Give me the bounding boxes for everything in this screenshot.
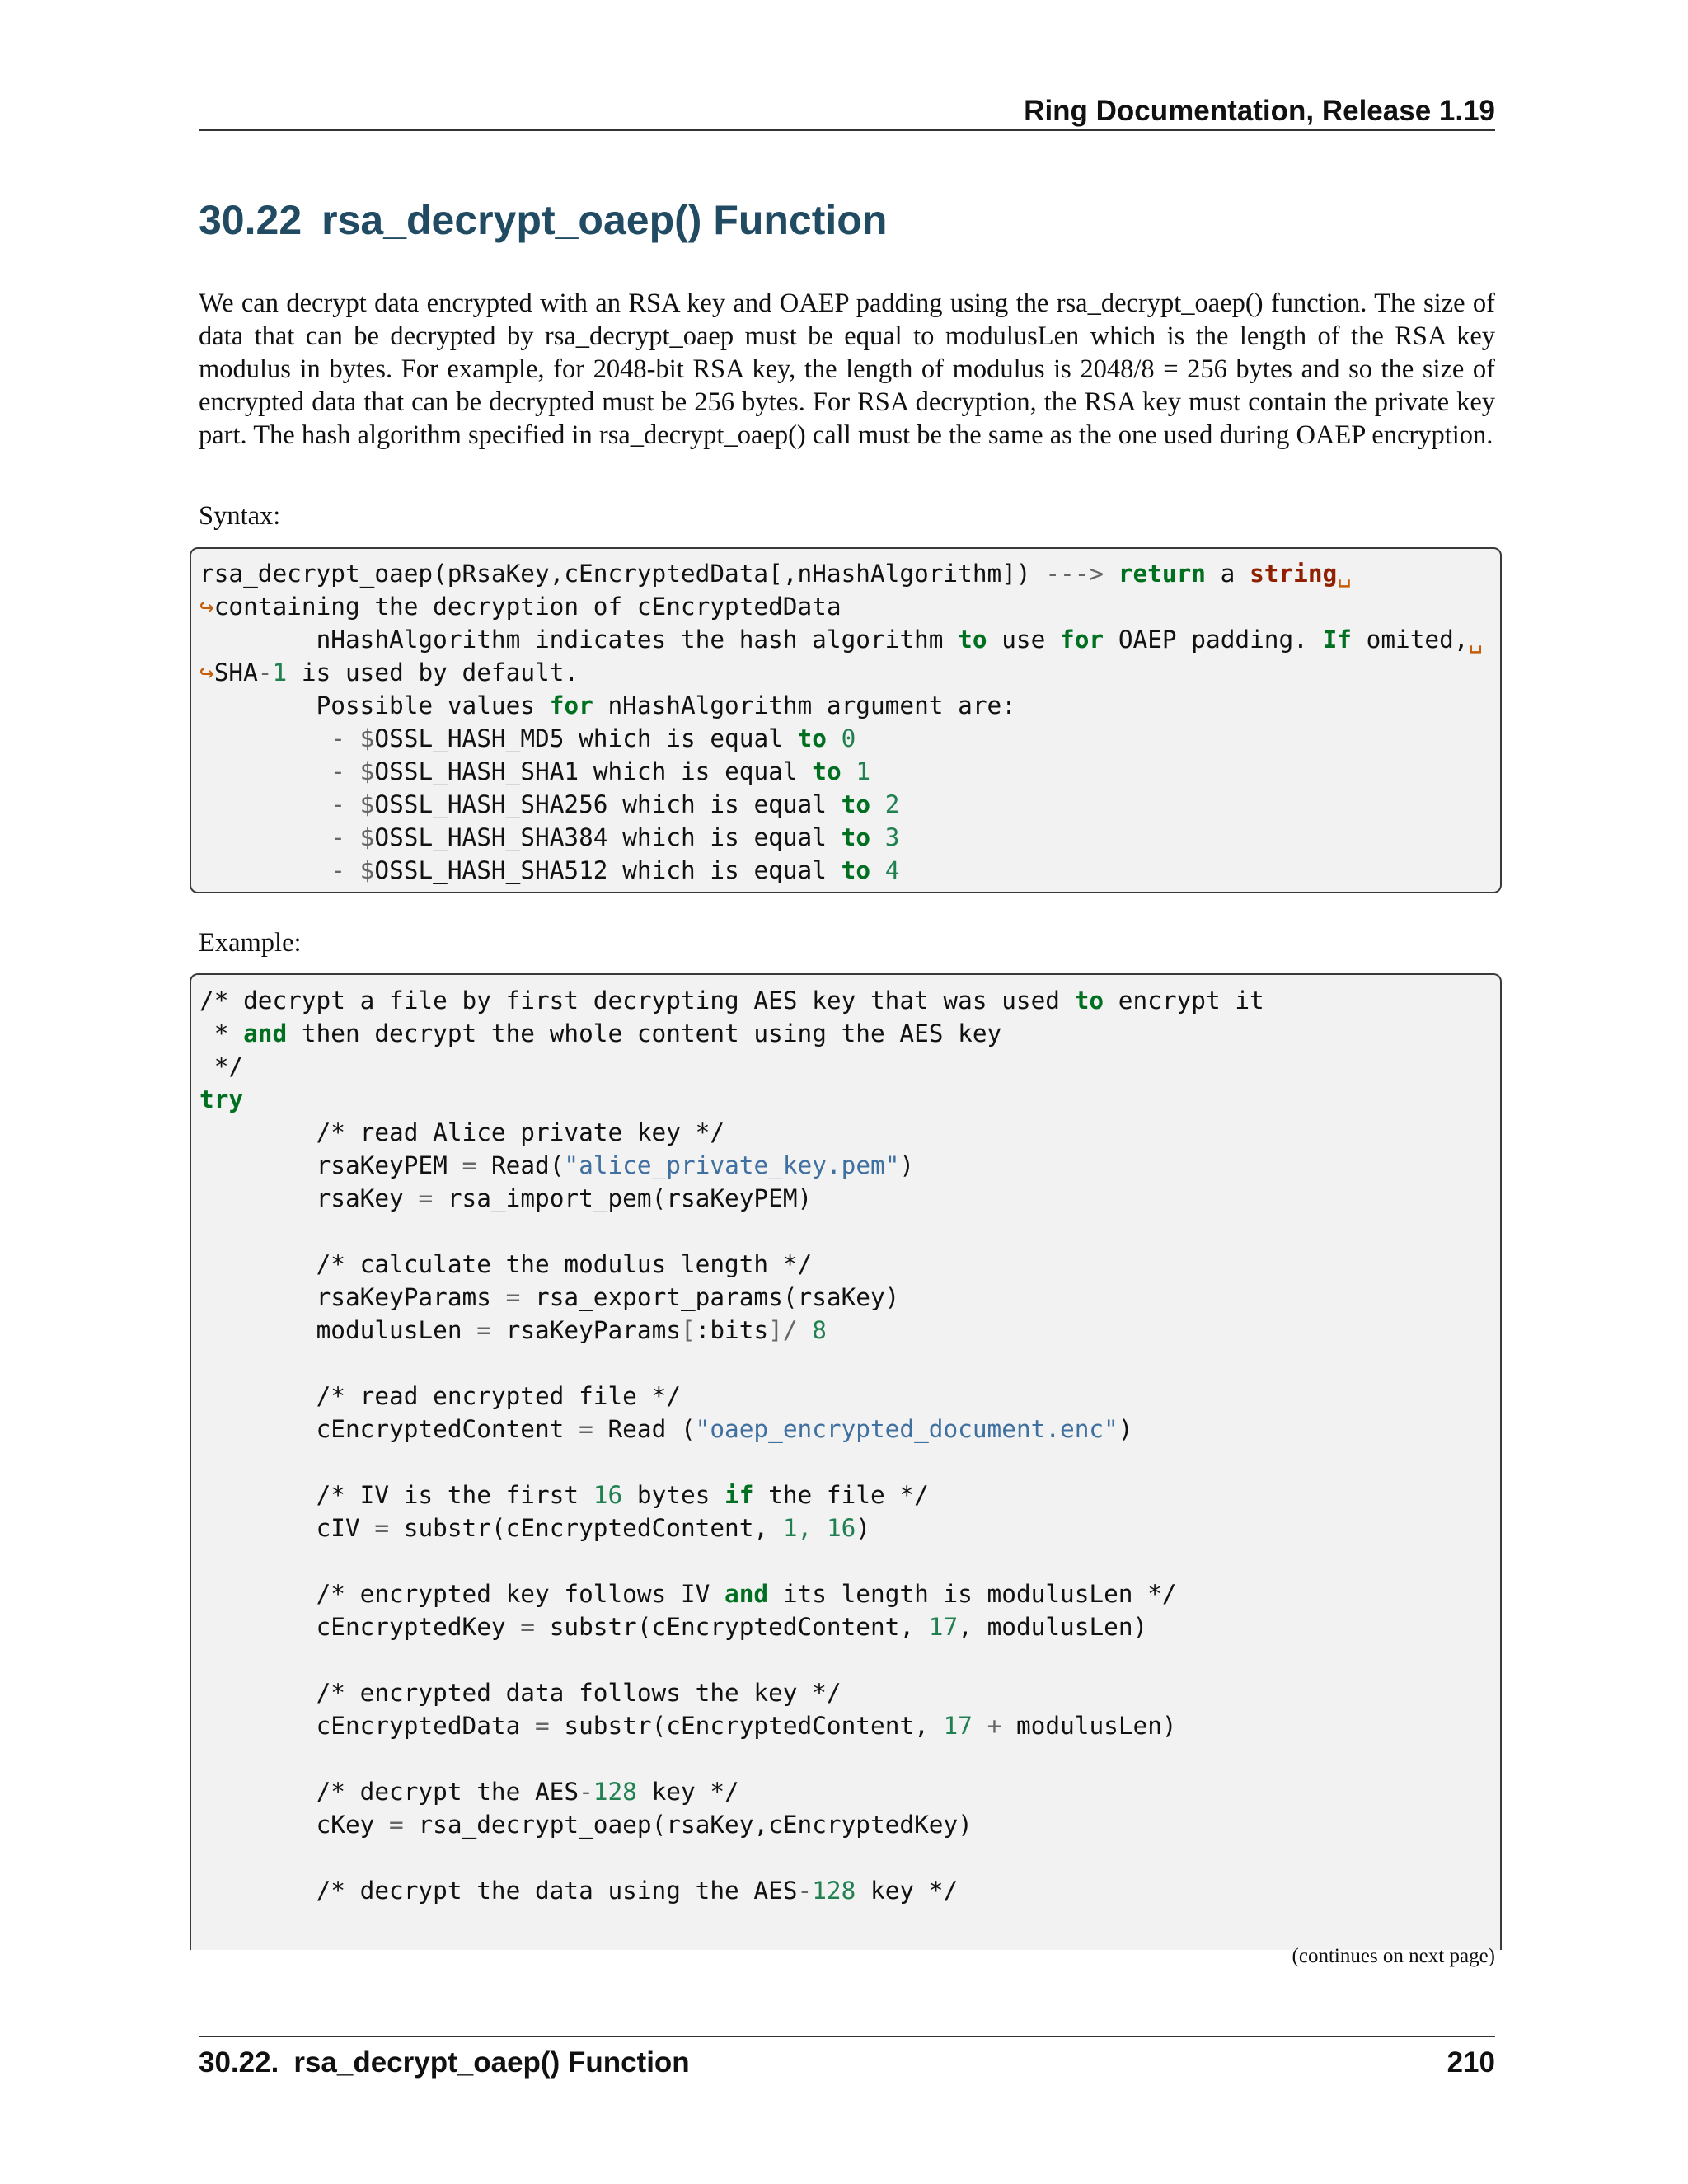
section-heading <box>199 194 1495 246</box>
example-label: Example: <box>199 928 302 958</box>
footer-rule <box>199 2036 1495 2037</box>
intro-paragraph: We can decrypt data encrypted with an RSA key and OAEP padding using the rsa_decrypt_oaep() function. The size of data that can be decrypted by rsa_decrypt_oaep must be equal to modulusLen which is the length of the RSA key modulus in bytes. For example, for 2048-bit RSA key, the length of modulus is 2048/8 = 256 bytes and so the size of encrypted data that can be decrypted must be 256 bytes. For RSA decryption, the RSA key must contain the private key part. The hash algorithm specified in rsa_decrypt_oaep() call must be the same as the one used during OAEP encryption. <box>199 288 1495 450</box>
continuation-arrow-icon: ↪ <box>199 593 214 621</box>
section-number: 30.22 <box>199 197 302 243</box>
footer-section-number: 30.22. <box>199 2046 279 2079</box>
example-code: /* decrypt a file by first decrypting AES key that was used to encrypt it * and then decrypt the whole content using the AES key */ try /* read Alice private key */ rsaKeyPEM = Read("alice_private_key.pem") rsaKey = rsa_import_pem(rsaKeyPEM) /* calculate the modulus length */ rsaKeyParams = rsa_export_params(rsaKey) modulusLen = rsaKeyParams[:bits]/ 8 /* read encrypted file */ cEncryptedContent = Read ("oaep_encrypted_document.enc") /* IV is the first 16 bytes if the file */ cIV = substr(cEncryptedContent, 1, 16) /* encrypted key follows IV and its length is modulusLen */ cEncryptedKey = substr(cEncryptedContent, 17, modulusLen) /* encrypted data follows the key */ cEncryptedData = substr(cEncryptedContent, 17 + modulusLen) /* decrypt the AES-128 key */ cKey = rsa_decrypt_oaep(rsaKey,cEncryptedKey) /* decrypt the data using the AES-128 key */ <box>199 987 1264 1905</box>
syntax-code-block <box>190 547 1502 893</box>
footer-section-title <box>199 2044 690 2082</box>
syntax-label: Syntax: <box>199 501 281 531</box>
section-title: rsa_decrypt_oaep() Function <box>321 197 888 243</box>
line-wrap-icon: ␣ <box>1468 626 1484 654</box>
continues-note: (continues on next page) <box>1292 1945 1495 1967</box>
running-header: Ring Documentation, Release 1.19 <box>1024 95 1495 127</box>
header-rule <box>199 129 1495 131</box>
line-wrap-icon: ␣ <box>1337 560 1352 588</box>
page-number: 210 <box>1447 2046 1495 2079</box>
continuation-arrow-icon: ↪ <box>199 658 214 687</box>
syntax-code: rsa_decrypt_oaep(pRsaKey,cEncryptedData[,nHashAlgorithm]) ---> return a string␣ ↪containing the decryption of cEncryptedData nHashAlgorithm indicates the hash algorithm to use for OAEP padding. If omited,␣ ↪SHA-1 is used by default. Possible values for nHashAlgorithm argument are: - $OSSL_HASH_MD5 which is equal to 0 - $OSSL_HASH_SHA1 which is equal to 1 - $OSSL_HASH_SHA256 which is equal to 2 - $OSSL_HASH_SHA384 which is equal to 3 - $OSSL_HASH_SHA512 which is equal to 4 <box>199 560 1484 884</box>
footer-section-name: rsa_decrypt_oaep() Function <box>293 2046 690 2079</box>
example-code-block <box>190 973 1502 1950</box>
